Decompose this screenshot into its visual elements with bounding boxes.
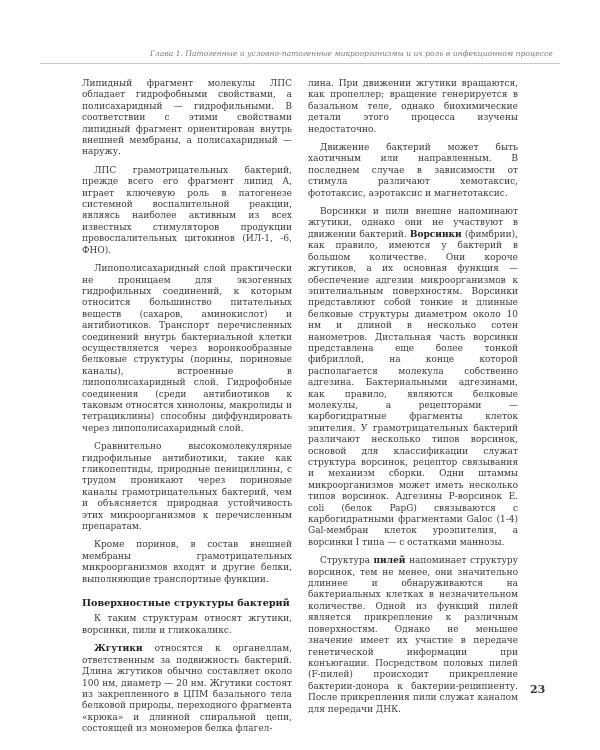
paragraph	[308, 207, 518, 549]
section-heading: Поверхностные структуры бактерий	[82, 598, 290, 610]
paragraph-text: напоминает структуру ворсинок, тем не менее, они значительно длиннее и обнаруживаются на бактериальных клетках в незначительном количестве. Одной из функций пилей является прикрепление к различным поверхностям. Однако не меньшее значение имеет их участие в передаче генетической информации при конъюгации. Посредством половых пилей (F-пилей) происходит прикрепление бактерии-донора к бактерии-реципиенту. После прикрепления пили служат каналом для передачи ДНК.	[308, 556, 518, 715]
paragraph-text: относятся к органеллам, ответственным за подвижность бактерий. Длина жгутиков обычно составляет около 100 нм, диаметр — 20 нм. Жгутики состоят из закрепленного в ЦПМ базального тела белковой природы, переходного фрагмента «крюка» и длинной спиральной цепи, состоящей из мономеров белка флагел-	[82, 644, 292, 735]
paragraph-text: Структура	[320, 556, 374, 567]
paragraph	[308, 556, 518, 716]
paragraph: Кроме поринов, в состав внешней мембраны грамотрицательных микроорганизмов входят и другие белки, выполняющие транспортные функции.	[82, 540, 292, 585]
header-rule	[40, 63, 560, 64]
term-fimbriae: Ворсинки	[409, 229, 462, 240]
paragraph-text: (фимбрии), как правило, имеются у бактерий в большом количестве. Они короче жгутиков, а их основная функция — обеспечение адгезии микроорганизмов к эпителиальным поверхностям. Ворсинки представляют собой тонкие и длинные белковые структуры диаметром около 10 нм и длиной в несколько сотен нанометров. Дистальная часть ворсинки представлена еще более тонкой фибриллой, на конце которой располагается молекула собственно адгезина. Бактериальными адгезинами, как правило, являются белковые молекулы, а рецепторами — карбогидратные фрагменты клеток эпителия. У грамотрицательных бактерий различают несколько типов ворсинок, основой для классификации служат структура ворсинок, рецептор связывания и механизм сборки. Одни штаммы микроорганизмов может иметь несколько типов ворсинок. Адгезины Р-ворсинок E. coli (белок PapG) связываются с карбогидратными фрагментами Galoc (1-4) Gal-мембран клеток уроэпителия, а ворсинки I типа — с остатками маннозы.	[308, 229, 518, 548]
paragraph: Липополисахаридный слой практически не проницаем для экзогенных гидрофильных соединений, к которым относится большинство питательных веществ (сахаров, аминокислот) и антибиотиков. Транспорт перечисленных соединений внутрь бактериальной клетки осуществляется через воронкообразные белковые структуры (порины, пориновые каналы), встроенные в липополисахаридный слой. Гидрофобные соединения (среди антибиотиков к таковым относятся хинолоны, макролиды и тетрациклины) способны диффундировать через липополисахаридный слой.	[82, 264, 292, 434]
page-number: 23	[530, 683, 546, 696]
paragraph: Липидный фрагмент молекулы ЛПС обладает гидрофобными свойствами, а полисахаридный — гидрофильными. В соответствии с этими свойствами липидный фрагмент ориентирован внутрь внешней мембраны, а полисахаридный — наружу.	[82, 79, 292, 158]
paragraph-text: Ворсинки и пили внешне напоминают жгутики, однако они не участвуют в движении бактерий.	[308, 207, 518, 240]
running-header: Глава 1. Патогенные и условно-патогенные микроорганизмы и их роль в инфекционном процессе	[150, 49, 553, 58]
paragraph: К таким структурам относят жгутики, ворсинки, пили и гликокаликс.	[82, 614, 292, 636]
paragraph: Движение бактерий может быть хаотичным или направленным. В последнем случае в зависимости от стимула различают хемотаксис, фототаксис, аэротаксис и магнетотаксис.	[308, 143, 518, 199]
left-column	[82, 79, 292, 743]
right-column	[308, 79, 518, 723]
paragraph	[82, 644, 292, 735]
paragraph: Сравнительно высокомолекулярные гидрофильные антибиотики, такие как гликопептиды, природные пенициллины, с трудом проникают через пориновые каналы грамотрицательных бактерий, чем и объясняется природная устойчивость этих микроорганизмов к перечисленным препаратам.	[82, 442, 292, 533]
paragraph: ЛПС грамотрицательных бактерий, прежде всего его фрагмент липид А, играет ключевую роль в патогенезе системной воспалительной реакции, являясь наиболее активным из всех известных стимуляторов продукции провоспалительных цитокинов (ИЛ-1, -6, ФНО).	[82, 165, 292, 256]
paragraph: лина. При движении жгутики вращаются, как пропеллер; вращение генерируется в базальном теле, однако биохимические детали этого процесса изучены недостаточно.	[308, 79, 518, 135]
term-pili: пилей	[373, 556, 406, 567]
term-flagella: Жгутики	[94, 644, 143, 655]
